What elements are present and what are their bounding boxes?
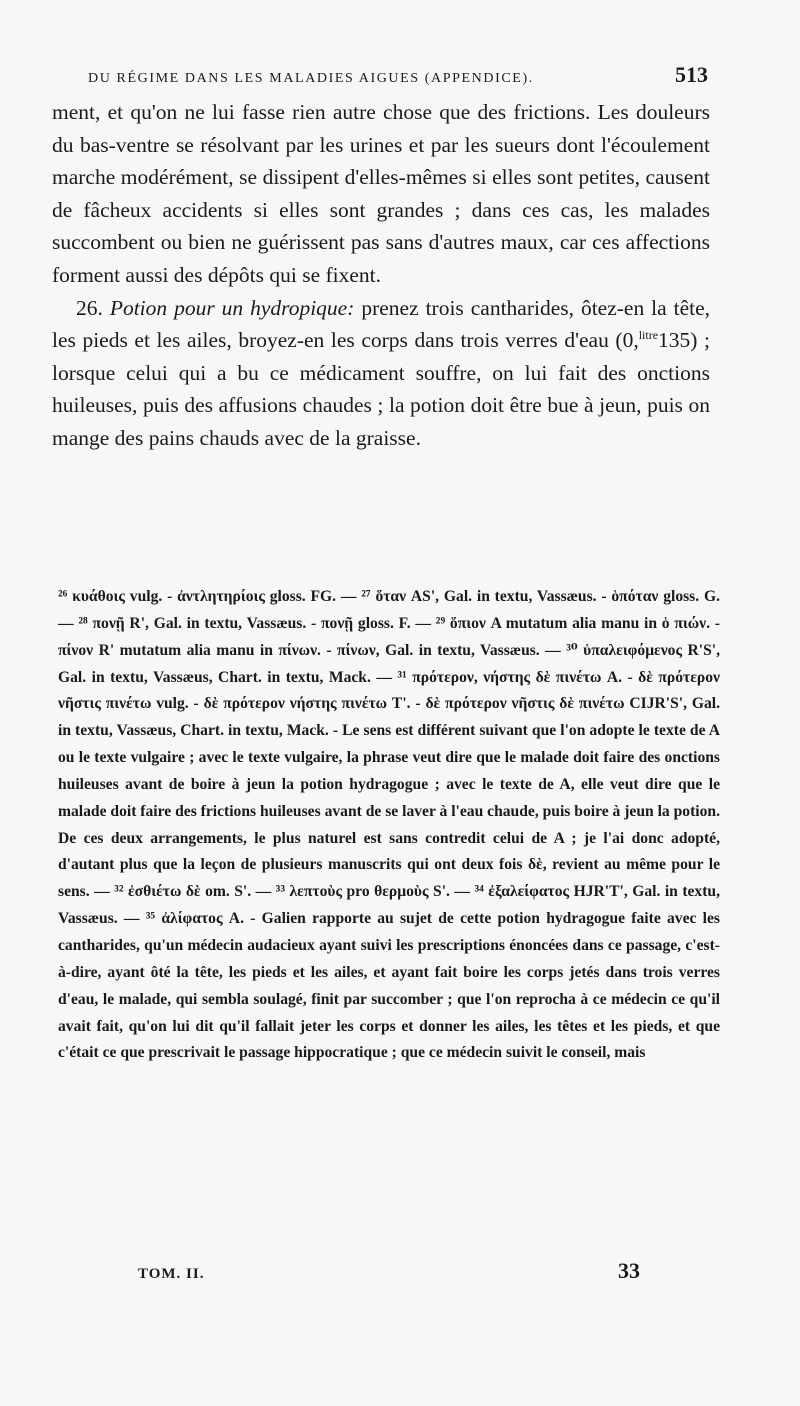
running-head	[88, 62, 708, 88]
volume-signature: TOM. II.	[138, 1266, 205, 1282]
main-text	[52, 96, 710, 455]
footnote-text: ²⁶ κυάθοις vulg. - ἀντλητηρίοις gloss. FG. — ²⁷ ὅταν AS', Gal. in textu, Vassæus. - ὁπόταν gloss. G. — ²⁸ πονῇ R', Gal. in textu, Vassæus. - πονῇ gloss. F. — ²⁹ ὅπιον A mutatum alia manu in ὁ πιών. - πίνον R' mutatum alia manu in πίνων. - πίνων, Gal. in textu, Vassæus. — ³⁰ ὑπαλειφόμενος R'S', Gal. in textu, Vassæus, Chart. in textu, Mack. — ³¹ πρότερον, νήστης δὲ πινέτω A. - δὲ πρότερον νῆστις πινέτω vulg. - δὲ πρότερον νήστης πινέτω T'. - δὲ πρότερον νῆστις δὲ πινέτω CIJR'S', Gal. in textu, Vassæus, Chart. in textu, Mack. - Le sens est différent suivant que l'on adopte le texte de A ou le texte vulgaire ; avec le texte vulgaire, la phrase veut dire que le malade doit faire des onctions huileuses avant de boire à jeun la potion hydragogue ; avec le texte de A, elle veut dire que le malade doit faire des frictions huileuses avant de se laver à l'eau chaude, puis boire à jeun la potion. De ces deux arrangements, le plus naturel est sans contredit celui de A ; je l'ai donc adopté, d'autant plus que la leçon de plusieurs manuscrits qui ont deux fois δὲ, revient au même pour le sens. — ³² ἐσθιέτω δὲ om. S'. — ³³ λεπτοὺς pro θερμοὺς S'. — ³⁴ ἐξαλείφατος HJR'T', Gal. in textu, Vassæus. — ³⁵ ἀλίφατος A. - Galien rapporte au sujet de cette potion hydragogue faite avec les cantharides, qu'un médecin audacieux ayant suivi les prescriptions énoncées dans ce passage, c'est-à-dire, ayant ôté la tête, les pieds et les ailes, et ayant fait boire les corps jetés dans trois verres d'eau, le malade, qui sembla soulagé, finit par succomber ; que l'on reprocha à ce médecin ce qu'il avait fait, qu'on lui dit qu'il fallait jeter les corps et donner les ailes, les têtes et les pieds, et que c'était ce que prescrivait le passage hippocratique ; que ce médecin suivit le conseil, mais	[58, 588, 720, 1062]
paragraph-number: 26.	[76, 295, 103, 320]
running-title: DU RÉGIME DANS LES MALADIES AIGUES (APPENDICE).	[88, 71, 534, 86]
unit-superscript: litre	[638, 328, 659, 342]
recipe-title: Potion pour un hydropique:	[109, 295, 355, 320]
signature-number: 33	[618, 1258, 640, 1283]
footnotes	[58, 584, 720, 1067]
page-footer	[138, 1258, 640, 1284]
page-number: 513	[675, 62, 708, 87]
recipe-text-a: prenez trois cantharides, ôtez-en la tête, les pieds et les ailes, broyez-en les corps dans trois verres d'eau (0,	[52, 295, 711, 353]
recipe-text-b: 135) ; lorsque celui qui a bu ce médicament souffre, on lui fait des onctions huileuses, puis des affusions chaudes ; la potion doit être bue à jeun, puis on mange des pains chauds avec de la graisse.	[52, 328, 710, 450]
paragraph-26	[52, 292, 710, 455]
paragraph-continuation: ment, et qu'on ne lui fasse rien autre chose que des frictions. Les douleurs du bas-ventre se résolvant par les urines et par les sueurs dont l'écoulement marche modérément, se dissipent d'elles-mêmes si elles sont petites, causent de fâcheux accidents si elles sont grandes ; dans ces cas, les malades succombent ou bien ne guérissent pas sans d'autres maux, car ces affections forment aussi des dépôts qui se fixent.	[52, 100, 710, 287]
